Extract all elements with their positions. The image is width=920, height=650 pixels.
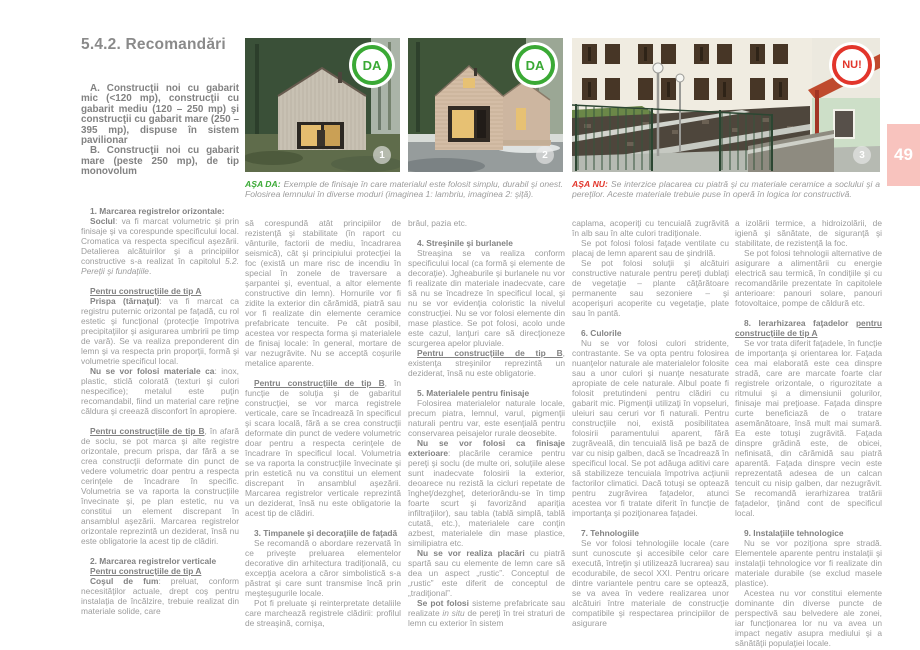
figure-number: 1	[379, 149, 385, 161]
paragraph: Streaşina se va realiza conform specificului local (ca formă şi elemente de decoraţie). Jgheaburile şi burlanele nu vor fi realizate din materiale inadecvate, care să nu se încadreze în specificul local, şi nu se vor evidenţia coloristic la nivelul construcţiei. Nu se vor folosi elemente din mase plastice. Se pot folosi, acolo unde este cazul, lanţuri care să direcţioneze scurgerea apelor pluviale.	[408, 248, 565, 348]
intro-paragraph-b: B. Construcţii noi cu gabarit mare (peste 250 mp), de tip monovolum	[81, 145, 239, 178]
text-column-1	[81, 206, 239, 616]
figure-number: 2	[542, 149, 548, 161]
section-heading: 9. Instalaţiile tehnologice	[744, 528, 844, 538]
caption-asa-da	[245, 179, 563, 199]
text-column-4	[572, 218, 729, 628]
text-column-5	[735, 218, 882, 648]
paragraph: brâul, pazia etc.	[408, 218, 468, 228]
paragraph: Se vor trata diferit faţadele, în funcţie de importanţa şi orientarea lor. Faţada cea mai elaborată este cea dinspre stradă, care are marcate foarte clar registrele orizontale, o rigurozitate a ritmului şi a dimensiunii golurilor, finisaje mai preţioase. Faţada dinspre curte beneficiază de o tratare asemănătoare, însă mult mai sumară. Ea este totuşi zugrăvită. Faţada dinspre grădină este, de obicei, nefinisată, din cărămidă sau piatră aparentă. Faţada dinspre vecin este reprezentată adesea de un calcan tencuit cu nisip galben, dar nezugrăvit. Se recomandă ierarhizarea tratării faţadelor, ţinând cont de specificul local.	[735, 338, 882, 518]
figure-photo-3	[572, 38, 880, 172]
paragraph: Nu se vor folosi culori stridente, contrastante. Se va opta pentru folosirea nuanţelor naturale ale materialelor folosite sau a unor culori şi nuanţe nesaturate apropiate de cele naturale. Albul poate fi folosit pretutindeni pentru clădiri cu gabarit mic. Pigmenţii utilizaţi în vopseluri, uleiuri sau ceruri vor fi naturali. Pentru construcţiile noi, există posibilitatea folosirii paramentului aparent, fără zugrăveală, din tencuială lisă pe bază de var cu nisip galben, dacă se încadrează în specificul local. Se pot adăuga aditivi care să stabilizeze tencuiala împotriva acţiunii factorilor climatici. Dacă totuşi se optează pentru zugrăvirea faţadelor, atunci acestea vor fi tratate diferit în funcţie de importanţa şi poziţionarea faţadei.	[572, 338, 729, 518]
caption-da-text: Exemple de finisaje în care materialul este folosit simplu, durabil şi onest. Folosirea lemnului în diverse moduri (imaginea 1: lambriu, imaginea 2: şiţă).	[245, 179, 563, 200]
figure-number-badge-2	[536, 146, 554, 164]
section-heading: 2. Marcarea registrelor verticale	[90, 556, 217, 566]
paragraph: Se pot folosi tehnologii alternative de asigurare a alimentării cu energie electrică sau termică, în condiţiile şi cu recomandările prezentate în capitolele anterioare: panouri solare, panouri fotovoltaice, pompe de căldură etc.	[735, 248, 882, 308]
paragraph: Se vor folosi tehnologiile locale (care sunt cunoscute şi accesibile celor care execută, întreţin şi utilizează lucrarea) sau ecodurabile, de secol XXI. Pentru oricare dintre variantele pentru care se optează, se va avea în vedere realizarea unor alcătuiri între materiale de construcţie compatibile şi respectarea principiilor de asigurare	[572, 538, 729, 628]
caption-da-label: AŞA DA:	[245, 179, 281, 189]
figure-photo-1	[245, 38, 400, 172]
figure-photo-2	[408, 38, 563, 172]
intro-paragraph-a: A. Construcţii noi cu gabarit mic (<120 mp), construcţii cu gabarit mediu (120 – 250 mp) şi construcţii cu gabarit mare (250 – 395 mp), dispuse în sistem pavilionar	[81, 83, 239, 147]
caption-asa-nu	[572, 179, 880, 199]
paragraph: să corespundă atât principiilor de rezistenţă şi stabilitate (în raport cu vânturile, factorii de mediu, încadrarea seismică), cât şi principiului protecţiei la foc (există un mare risc de incendiu în special în zonele de traversare a şarpantei şi, eventual, a altor elemente constructive din lemn). Hornurile vor fi zidite la exterior din cărămidă, piatră sau vor fi realizate din elemente ceramice prefabricate tencuite. Pe cât posibil, acestea vor respecta forma şi materialele de finisaj locale: în general, mortare de var nezugrăvite. Nu se acceptă coşurile metalice aparente.	[245, 218, 401, 368]
page-number: 49	[894, 145, 913, 164]
section-heading: 8. Ierarhizarea faţadelor pentru construcţiile de tip A	[735, 318, 882, 338]
caption-nu-label: AŞA NU:	[572, 179, 608, 189]
figure-number: 3	[859, 149, 865, 161]
badge-label: DA	[525, 57, 545, 73]
approval-badge-da-1	[352, 45, 392, 85]
paragraph: Se pot folosi sisteme prefabricate sau realizate in situ de pereţi în trei straturi de lemn cu exterior în sistem	[408, 598, 565, 628]
paragraph: Pentru construcţiile de tip B, în funcţie de soluţia şi de gabaritul construcţiei, se vor marca registrele verticale, care se încadrează în specificul şi scara locală, fără a se crea construcţii deformate din punct de vedere volumetric doar pentru a respecta cerinţele de încadrare în specificul local. Volumetria se va raporta la construcţiile învecinate şi prin estetică nu va constitui un element discrepant în ansamblul aşezării. Marcarea registrelor verticale reprezintă un deziderat, însă nu este obligatorie la acest tip de clădiri.	[245, 378, 401, 518]
paragraph: Pentru construcţiile de tip B, existenţa streşinilor reprezintă un deziderat, însă nu este obligatorie.	[408, 348, 565, 378]
paragraph: Folosirea materialelor naturale locale, precum piatra, lemnul, varul, pigmenţii naturali pentru var, este esenţială pentru conservarea peisajelor rurale deosebite.	[408, 398, 565, 438]
paragraph: Se pot folosi folosi faţade ventilate cu placaj de lemn aparent sau de şindrilă.	[572, 238, 729, 258]
section-heading: 4. Streşinile şi burlanele	[417, 238, 513, 248]
intro-block	[81, 84, 239, 178]
section-heading: Pentru construcţiile de tip A	[90, 566, 202, 576]
paragraph: Pentru construcţiile de tip B, în afară de soclu, se pot marca şi alte registre orizontale, precum prispa, dar fără a se crea construcţii deformate din punct de vedere volumetric doar pentru a respecta cerinţele de încadrare în specific. Volumetria se va raporta la construcţiile învecinate şi, pe plan estetic, nu va constitui un element discrepant în ansamblul aşezării. Marcarea registrelor orizontale reprezintă un deziderat, însă nu este obligatorie la acest tip de clădiri.	[81, 426, 239, 546]
paragraph: Pot fi preluate şi reinterpretate detaliile care marchează registrele clădirii: profilul de streaşină, cornişa,	[245, 598, 401, 628]
rejection-badge-nu	[832, 45, 872, 85]
paragraph: Prispa (tărnaţul): va fi marcat ca registru puternic orizontal pe faţadă, cu rol estetic şi funcţional (protecţie împotriva precipitaţiilor şi asigurarea umbririi pe timp de vară). Se va realiza preponderent din lemn şi va respecta prin proporţii, formă şi volumetrie specificul local.	[81, 296, 239, 366]
section-heading: Pentru construcţiile de tip A	[90, 286, 202, 296]
figure-number-badge-1	[373, 146, 391, 164]
paragraph: Nu se vor poziţiona spre stradă. Elementele aparente pentru instalaţii şi instalaţii tehnologice vor fi realizate din materiale durabile (se exclud masele plastice).	[735, 538, 882, 588]
section-heading: 1. Marcarea registrelor orizontale:	[90, 206, 225, 216]
paragraph: Soclul: va fi marcat volumetric şi prin finisaje şi va corespunde specificului local. Cromatica va respecta specificul aşezării. Detalierea alcătuirilor şi a principiilor constructive s-a realizat în capitolul 5.2. Pereţii şi fundaţiile.	[81, 216, 239, 276]
section-heading: 3. Timpanele şi decoraţiile de faţadă	[254, 528, 398, 538]
paragraph: Acestea nu vor constitui elemente dominante din diverse puncte de perspectivă sau belvedere ale zonei, iar funcţionarea lor nu va avea un impact negativ asupra mediului şi a sănătăţii populaţiei locale.	[735, 588, 882, 648]
figure-number-badge-3	[853, 146, 871, 164]
text-column-2	[245, 218, 401, 628]
page-number-tab	[887, 124, 920, 186]
approval-badge-da-2	[515, 45, 555, 85]
badge-label: DA	[362, 57, 382, 73]
caption-nu-text: Se interzice placarea cu piatră şi cu materiale ceramice a soclului şi a pereţilor. Aceste materiale trebuie puse în operă în logica lor constructivă.	[572, 179, 880, 200]
paragraph: Nu se vor folosi ca finisaje exterioare: placările ceramice pentru pereţi şi soclu (de multe ori, soluţiile alese sunt inadecvate folosirii la exterior, deoarece nu rezistă la cicluri repetate de îngheţ/dezgheţ, deteriorându-se în timp foarte scurt şi favorizând apariţia infiltraţiilor), sau tabla (tablă simplă, tablă cutată, etc.), materialele care conţin azbest, materialele din mase plastice, similipiatra etc.	[408, 438, 565, 548]
paragraph: Se recomandă o abordare rezervată în ce priveşte preluarea elementelor decorative din arhitectura tradiţională, cu excepţia acelora a căror simbolistică s-a păstrat şi care sunt transmise încă prin meşteşugurile locale.	[245, 538, 401, 598]
section-heading: 6. Culorile	[581, 328, 622, 338]
paragraph: Nu se vor realiza placări cu piatră spartă sau cu elemente de lemn care să dea un aspect „rustic”. Conceptul de „rustic” este diferit de conceptul de „tradiţional”.	[408, 548, 565, 598]
page-title: 5.4.2. Recomandări	[81, 36, 226, 53]
paragraph: Se pot folosi soluţii şi alcătuiri constructive naturale pentru pereţi dublaţi de vegetaţie – plante căţărătoare permanente sau sezoniere – şi acoperişuri acoperite cu vegetaţie, plate sau în pantă.	[572, 258, 729, 318]
section-heading: 5. Materialele pentru finisaje	[417, 388, 530, 398]
section-heading: 7. Tehnologiile	[581, 528, 640, 538]
paragraph: caplama, acoperiţi cu tencuială zugrăvită în alb sau în alte culori tradiţionale.	[572, 218, 729, 238]
badge-label: NU!	[842, 59, 862, 71]
paragraph: Nu se vor folosi materiale ca: inox, plastic, sticlă colorată (texturi şi culori nespecifice); metalul este puţin recomandabil, fiind un material care reţine căldura şi creează disconfort în apropiere.	[81, 366, 239, 416]
text-column-3	[408, 218, 565, 628]
paragraph: a izolării termice, a hidroizolării, de igienă şi sănătate, de siguranţă şi stabilitate, de rezistenţă la foc.	[735, 218, 882, 248]
paragraph: Coşul de fum: preluat, conform necesităţilor actuale, drept coş pentru instalaţia de încălzire, trebuie realizat din materiale solide, care	[81, 576, 239, 616]
